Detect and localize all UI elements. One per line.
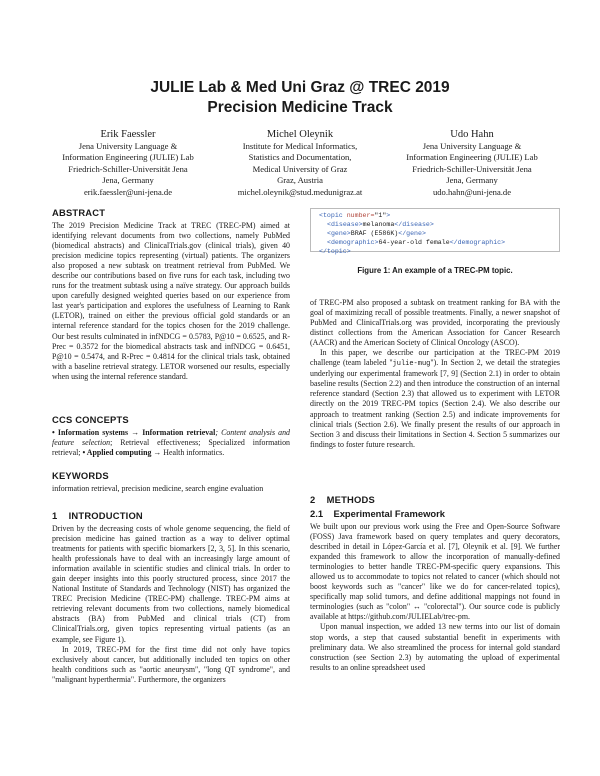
abstract-heading: ABSTRACT xyxy=(52,207,106,218)
introduction-text xyxy=(52,524,290,685)
author-affiliation-line: Jena, Germany xyxy=(446,175,498,186)
intro-paragraph-1: Driven by the decreasing costs of whole genome sequencing, the field of precision medicine has gained traction as a way to deliver optimal treatments for patients with specific biomarkers [2, 3, 5]. In this scenario, health professionals have to deal with an increasingly large amount of information available in scientific studies and clinical trials. In order to gain deeper insights into this poorly structured process, since 2017 the National Institute of Standards and Technology (NIST) has organized the TREC Precision Medicine (TREC-PM) challenge. TREC-PM aims at retrieving relevant documents from two collections, namely biomedical abstracts (BA) from PubMed and clinical trials (CT) from ClinicalTrials.org, given topics representing virtual patients (as an example, see Figure 1). xyxy=(52,524,290,644)
keywords-text xyxy=(52,484,290,494)
paper-title-line-1: JULIE Lab & Med Uni Graz @ TREC 2019 xyxy=(150,79,450,96)
ccs-concept-1: • Information systems → Information retrieval xyxy=(52,428,216,437)
introduction-heading: 1 INTRODUCTION xyxy=(52,510,143,521)
intro-paragraph-4: In this paper, we describe our participation at the TREC-PM 2019 challenge (team labeled "julie-mug"). In Section 2, we detail the strategies underlying our experimental framework [7, 9] (Section 2.1) in order to obtain baseline results (Section 2.2) and then introduce the construction of an internal reference standard (Section 2.3) that allowed us to experiment with LETOR directly on the 2019 TREC-PM topics (Section 2.4). We also describe our approach to treatment ranking (Section 2.5) and indicate improvements for clinical trials (Section 2.6). We finally present the results of our approach in Section 3 and discuss their limitations in Section 4. Section 5 summarizes our findings to foster future research. xyxy=(310,348,560,449)
methods-heading: 2 METHODS xyxy=(310,494,375,505)
code-line: </topic> xyxy=(319,248,351,255)
keywords-heading: KEYWORDS xyxy=(52,470,109,481)
ccs-text xyxy=(52,428,290,458)
figure-caption: Figure 1: An example of a TREC-PM topic. xyxy=(357,266,513,275)
author-email: erik.faessler@uni-jena.de xyxy=(83,186,173,197)
intro-paragraph-2: In 2019, TREC-PM for the first time did not only have topics exclusively about cancer, but additionally included ten topics on other health conditions such as "aortic aneurysm", "long QT syndrome", and "malignant hyperthermia". Furthermore, the organizers xyxy=(52,644,290,684)
ccs-concept-2: ; Retrieval effectiveness; Specialized information retrieval; xyxy=(52,438,290,458)
team-label: julie-mug xyxy=(392,360,431,369)
intro-paragraph-3: of TREC-PM also proposed a subtask on treatment ranking for BA with the goal of maximizing recall of possible treatments. Finally, a newer snapshot of PubMed and ClinicalTrials.org was provided, incorporating the previously distinct collections from the American Association for Cancer Research (AACR) and the American Society of Clinical Oncology (ASCO). xyxy=(310,298,560,348)
author-affiliation-line: Statistics and Documentation, xyxy=(248,152,352,163)
author-affiliation-line: Jena University Language & xyxy=(422,141,522,151)
author-affiliation-line: Friedrich-Schiller-Universität Jena xyxy=(68,163,188,174)
ccs-concept-1-detail: ; Content analysis and feature selection xyxy=(52,428,290,448)
paper-title-line-2: Precision Medicine Track xyxy=(207,99,393,116)
author-affiliation-line: Medical University of Graz xyxy=(252,163,348,174)
keywords-list: information retrieval, precision medicine, search engine evaluation xyxy=(52,484,264,493)
author-affiliation-line: Information Engineering (JULIE) Lab xyxy=(62,152,194,163)
author-affiliation-line: Institute for Medical Informatics, xyxy=(242,141,358,151)
author-affiliation-line: Jena University Language & xyxy=(78,141,178,151)
code-line: <disease>melanoma</disease> xyxy=(327,221,434,228)
methods-paragraph-2: Upon manual inspection, we added 13 new terms into our list of domain stop words, a step that caused substantial benefit in experiments with preliminary data. We also streamlined the process for internal gold standard construction (see Section 2.3) by automating the upload of experimental results to an online spreadsheet used xyxy=(310,622,560,672)
author-name: Erik Faessler xyxy=(100,129,156,140)
paper-title xyxy=(40,78,560,118)
author-block-3 xyxy=(384,128,560,198)
methods-text xyxy=(310,522,560,673)
author-block-2 xyxy=(214,128,386,198)
author-affiliation-line: Jena, Germany xyxy=(102,175,154,186)
author-affiliation-line: Information Engineering (JULIE) Lab xyxy=(406,152,538,163)
code-line: <gene>BRAF (E586K)</gene> xyxy=(327,230,426,237)
abstract-paragraph: The 2019 Precision Medicine Track at TREC (TREC-PM) aimed at identifying relevant documents from two collections, namely PubMed (biomedical abstracts) and ClinicalTrials.gov (clinical trials), given 40 precision medicine topics representing (virtual) patients. The organizers also proposed a new subtask on treatment retrieval from PubMed. We describe our contributions based on five runs for each task, including two runs for the treatment subtask using a naïve strategy. Our approach builds upon carefully designed weighted queries based on our experience from last year's participation and explores the usefulness of Learning to Rank (LETOR), trained on either the previous official gold standards or an internal reference standard for the topics chosen for the 2019 challenge. Our best results culminated in infNDCG = 0.5783, P@10 = 0.6525, and R-Prec = 0.3572 for the biomedical abstracts task and infNDCG = 0.6451, P@10 = 0.5474, and R-Prec = 0.4814 for the clinical trials task, obtained with a baseline retrieval strategy. LETOR worsened our results, especially when using the internal reference standard. xyxy=(52,221,290,381)
author-affiliation-line: Friedrich-Schiller-Universität Jena xyxy=(412,163,532,174)
ccs-concept-3-detail: → Health informatics. xyxy=(151,448,225,458)
ccs-concept-3: • Applied computing xyxy=(82,448,152,458)
author-name: Udo Hahn xyxy=(450,129,494,140)
author-email: udo.hahn@uni-jena.de xyxy=(432,186,512,197)
code-line: <demographic>64-year-old female</demographic> xyxy=(327,239,506,246)
abstract-text xyxy=(52,221,290,382)
code-line: <topic number="1"> xyxy=(319,212,391,219)
author-email: michel.oleynik@stud.medunigraz.at xyxy=(237,186,363,197)
author-name: Michel Oleynik xyxy=(266,129,334,140)
methods-paragraph-1: We built upon our previous work using the Free and Open-Source Software (FOSS) Java framework based on query templates and query decorators, described in detail in López-García et al. [7], Oleynik et al. [9]. We further expanded this framework to allow the incorporation of manually-defined terminologies to better handle TREC-PM-specific query expansions. This allowed us to accommodate to topics not related to cancer (which should not boost keywords such as "cancer" like we do for cancer-related topics), specifically map solid tumors, and define additional mappings not found in terminologies (such as "colon" ↔ "colorectal"). Our source code is publicly available at https://github.com/JULIELab/trec-pm. xyxy=(310,522,560,622)
right-column-intro-text xyxy=(310,298,560,450)
ccs-heading: CCS CONCEPTS xyxy=(52,414,129,425)
experimental-framework-heading: 2.1 Experimental Framework xyxy=(310,508,445,519)
author-block-1 xyxy=(40,128,216,198)
topic-code-figure xyxy=(310,208,560,255)
author-affiliation-line: Graz, Austria xyxy=(277,175,323,186)
